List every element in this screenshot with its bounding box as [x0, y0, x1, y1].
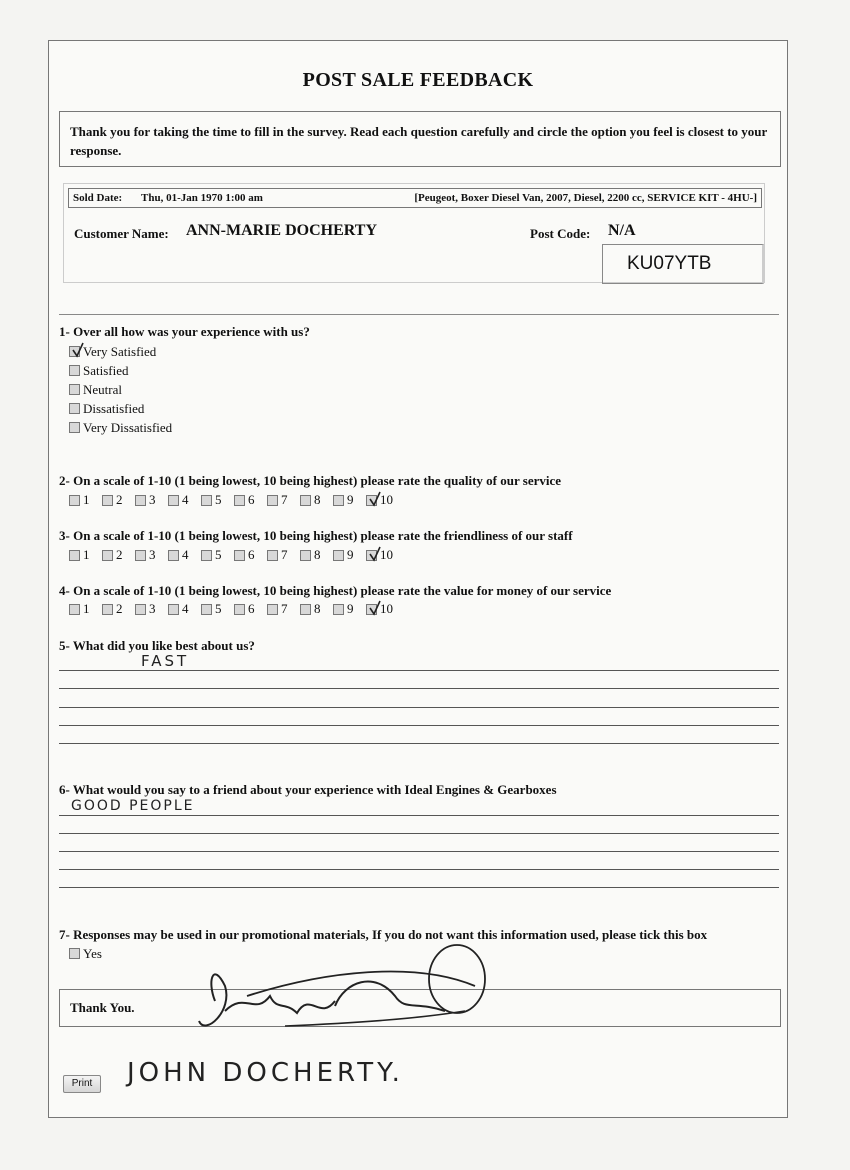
answer-line: [59, 815, 779, 816]
answer-line: [59, 887, 779, 888]
tick-mark-icon: [368, 600, 382, 620]
scale-option-label: 4: [182, 547, 189, 562]
question-4-scale: [69, 601, 399, 617]
scale-option[interactable]: [300, 492, 333, 508]
answer-line: [59, 743, 779, 744]
checkbox[interactable]: [102, 495, 113, 506]
question-2: 2- On a scale of 1-10 (1 being lowest, 10 being highest) please rate the quality of our service: [59, 473, 562, 488]
opt-out-yes-label: Yes: [83, 945, 102, 961]
answer-6-handwriting: GOOD PEOPLE: [71, 798, 195, 814]
scale-option[interactable]: [234, 547, 267, 563]
checkbox[interactable]: [69, 550, 80, 561]
vehicle-details: [Peugeot, Boxer Diesel Van, 2007, Diesel, 2200 cc, SERVICE KIT - 4HU-]: [414, 192, 757, 204]
feedback-form: [48, 40, 788, 1118]
scale-option[interactable]: [267, 601, 300, 617]
question-4: 4- On a scale of 1-10 (1 being lowest, 10 being highest) please rate the value for money of our service: [59, 583, 612, 598]
scale-option-label: 10: [380, 601, 393, 616]
scale-option[interactable]: [168, 547, 201, 563]
checkbox[interactable]: [201, 604, 212, 615]
checkbox[interactable]: [69, 384, 80, 395]
printed-name-handwriting: JOHN DOCHERTY.: [127, 1058, 404, 1088]
scale-option[interactable]: [366, 547, 399, 563]
checkbox[interactable]: [234, 495, 245, 506]
question-1: 1- Over all how was your experience with us?: [59, 324, 310, 339]
scale-option[interactable]: [168, 492, 201, 508]
scale-option-label: 1: [83, 492, 90, 507]
checkbox[interactable]: [333, 495, 344, 506]
customer-name-value: ANN-MARIE DOCHERTY: [186, 222, 377, 239]
checkbox[interactable]: [69, 604, 80, 615]
thank-you-text: Thank You.: [70, 1000, 135, 1015]
q1-option-label: Dissatisfied: [83, 400, 145, 416]
q1-option-label: Neutral: [83, 381, 122, 397]
print-button[interactable]: Print: [63, 1075, 101, 1093]
page-title: POST SALE FEEDBACK: [302, 69, 534, 91]
scale-option[interactable]: [201, 547, 234, 563]
answer-line: [59, 707, 779, 708]
checkbox[interactable]: [300, 550, 311, 561]
answer-line: [59, 869, 779, 870]
checkbox[interactable]: [201, 550, 212, 561]
checkbox[interactable]: [366, 550, 377, 561]
scale-option[interactable]: [333, 601, 366, 617]
checkbox[interactable]: [168, 495, 179, 506]
checkbox[interactable]: [300, 495, 311, 506]
checkbox[interactable]: [69, 495, 80, 506]
scale-option-label: 9: [347, 492, 354, 507]
scale-option[interactable]: [69, 601, 102, 617]
sold-date-label: Sold Date:: [73, 192, 123, 204]
scale-option[interactable]: [234, 492, 267, 508]
scale-option-label: 8: [314, 547, 321, 562]
answer-5-handwriting: FAST: [141, 652, 190, 670]
scale-option-label: 1: [83, 547, 90, 562]
tick-mark-icon: [368, 491, 382, 511]
post-code-value: N/A: [608, 222, 636, 239]
scale-option-label: 9: [347, 547, 354, 562]
scale-option[interactable]: [69, 492, 102, 508]
checkbox[interactable]: [366, 604, 377, 615]
q1-option-label: Very Dissatisfied: [83, 419, 173, 435]
scale-option[interactable]: [267, 492, 300, 508]
q1-option-label: Very Satisfied: [83, 343, 157, 359]
scale-option-label: 7: [281, 547, 288, 562]
q1-option[interactable]: [69, 418, 172, 437]
scale-option-label: 7: [281, 492, 288, 507]
scale-option-label: 5: [215, 601, 222, 616]
scale-option-label: 4: [182, 492, 189, 507]
scale-option[interactable]: [135, 492, 168, 508]
scale-option-label: 2: [116, 601, 123, 616]
registration-field[interactable]: KU07YTB: [602, 244, 764, 284]
scale-option-label: 6: [248, 601, 255, 616]
scale-option[interactable]: [135, 601, 168, 617]
question-5: 5- What did you like best about us?: [59, 638, 255, 653]
scale-option[interactable]: [102, 547, 135, 563]
scale-option[interactable]: [69, 547, 102, 563]
question-3-scale: [69, 547, 399, 563]
checkbox[interactable]: [366, 495, 377, 506]
checkbox[interactable]: [234, 550, 245, 561]
sold-row: [68, 188, 762, 208]
scale-option-label: 7: [281, 601, 288, 616]
question-6: 6- What would you say to a friend about your experience with Ideal Engines & Gearboxes: [59, 782, 557, 797]
q1-option[interactable]: [69, 399, 172, 418]
question-2-scale: [69, 492, 399, 508]
scale-option-label: 10: [380, 492, 393, 507]
checkbox[interactable]: [69, 422, 80, 433]
scale-option[interactable]: [366, 601, 399, 617]
scale-option-label: 3: [149, 601, 156, 616]
checkbox[interactable]: [333, 604, 344, 615]
answer-line: [59, 725, 779, 726]
scale-option-label: 5: [215, 492, 222, 507]
answer-line: [59, 688, 779, 689]
answer-line: [59, 670, 779, 671]
checkbox[interactable]: [168, 550, 179, 561]
scale-option-label: 1: [83, 601, 90, 616]
checkbox[interactable]: [135, 495, 146, 506]
scale-option-label: 2: [116, 492, 123, 507]
scale-option[interactable]: [168, 601, 201, 617]
checkbox[interactable]: [69, 346, 80, 357]
checkbox[interactable]: [201, 495, 212, 506]
scale-option-label: 5: [215, 547, 222, 562]
scale-option[interactable]: [201, 492, 234, 508]
scale-option-label: 2: [116, 547, 123, 562]
intro-text: Thank you for taking the time to fill in the survey. Read each question carefully and circle the option you feel is closest to your response.: [59, 111, 781, 167]
opt-out-yes[interactable]: [69, 944, 102, 963]
checkbox[interactable]: [102, 604, 113, 615]
scale-option[interactable]: [102, 601, 135, 617]
post-code-label: Post Code:: [530, 226, 591, 241]
scale-option[interactable]: [102, 492, 135, 508]
checkbox[interactable]: [69, 403, 80, 414]
scale-option[interactable]: [135, 547, 168, 563]
scale-option[interactable]: [300, 601, 333, 617]
scale-option-label: 3: [149, 547, 156, 562]
checkbox[interactable]: [69, 948, 80, 959]
checkbox[interactable]: [267, 550, 278, 561]
q1-option[interactable]: [69, 361, 172, 380]
checkbox[interactable]: [267, 604, 278, 615]
tick-mark-icon: [368, 546, 382, 566]
customer-name-label: Customer Name:: [74, 226, 169, 241]
sale-info-box: [63, 183, 765, 283]
scale-option[interactable]: [333, 492, 366, 508]
checkbox[interactable]: [135, 604, 146, 615]
scale-option[interactable]: [267, 547, 300, 563]
checkbox[interactable]: [234, 604, 245, 615]
checkbox[interactable]: [333, 550, 344, 561]
scale-option-label: 8: [314, 492, 321, 507]
scale-option[interactable]: [366, 492, 399, 508]
question-3: 3- On a scale of 1-10 (1 being lowest, 10 being highest) please rate the friendliness of our staff: [59, 528, 573, 543]
scale-option-label: 3: [149, 492, 156, 507]
scale-option-label: 9: [347, 601, 354, 616]
scale-option-label: 10: [380, 547, 393, 562]
question-1-options: [69, 342, 172, 437]
section-divider: [59, 314, 779, 315]
scale-option-label: 4: [182, 601, 189, 616]
q1-option[interactable]: [69, 342, 172, 361]
q1-option[interactable]: [69, 380, 172, 399]
tick-mark-icon: [71, 342, 85, 362]
sold-date-value: Thu, 01-Jan 1970 1:00 am: [141, 192, 263, 204]
checkbox[interactable]: [168, 604, 179, 615]
checkbox[interactable]: [300, 604, 311, 615]
checkbox[interactable]: [102, 550, 113, 561]
question-7-options: [69, 944, 102, 963]
scale-option-label: 6: [248, 547, 255, 562]
scale-option-label: 8: [314, 601, 321, 616]
checkbox[interactable]: [267, 495, 278, 506]
signature-drawing: [185, 941, 495, 1046]
answer-line: [59, 833, 779, 834]
answer-line: [59, 851, 779, 852]
scale-option[interactable]: [333, 547, 366, 563]
q1-option-label: Satisfied: [83, 362, 129, 378]
checkbox[interactable]: [135, 550, 146, 561]
scale-option-label: 6: [248, 492, 255, 507]
scale-option[interactable]: [234, 601, 267, 617]
scale-option[interactable]: [201, 601, 234, 617]
scale-option[interactable]: [300, 547, 333, 563]
checkbox[interactable]: [69, 365, 80, 376]
question-7: 7- Responses may be used in our promotional materials, If you do not want this information used, please tick this box: [59, 927, 708, 942]
